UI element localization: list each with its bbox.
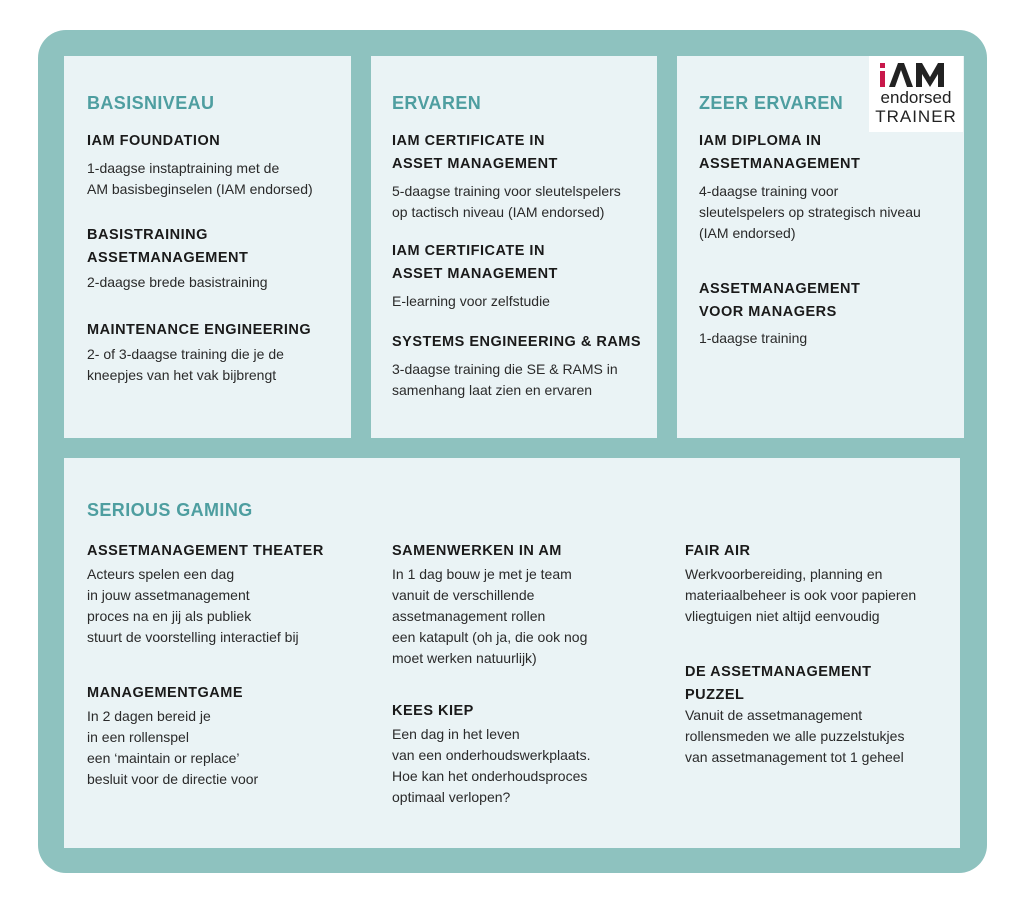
item-description: 1-daagse training bbox=[699, 330, 808, 346]
item-title: FAIR AIR bbox=[685, 543, 751, 559]
item-description: 5-daagse training voor sleutelspelers op tactisch niveau (IAM endorsed) bbox=[392, 183, 621, 220]
item-title: MAINTENANCE ENGINEERING bbox=[87, 322, 312, 338]
item-title: MANAGEMENTGAME bbox=[87, 685, 244, 701]
item-description: Acteurs spelen een dag in jouw assetmanagement proces na en jij als publiek stuurt de voorstelling interactief bij bbox=[87, 566, 299, 645]
iam-endorsed-trainer-logo bbox=[869, 56, 963, 132]
item-title: DE ASSETMANAGEMENT PUZZEL bbox=[685, 664, 872, 703]
item-description: 2- of 3-daagse training die je de kneepjes van het vak bijbrengt bbox=[87, 346, 284, 383]
item-description: In 1 dag bouw je met je team vanuit de verschillende assetmanagement rollen een katapult (oh ja, die ook nog moet werken natuurlijk) bbox=[392, 566, 588, 666]
heading-zeer-ervaren: ZEER ERVAREN bbox=[699, 93, 844, 113]
item-description: E-learning voor zelfstudie bbox=[392, 293, 550, 309]
item-description: In 2 dagen bereid je in een rollenspel een ‘maintain or replace’ besluit voor de directie voor bbox=[87, 708, 259, 787]
item-title: ASSETMANAGEMENT VOOR MANAGERS bbox=[699, 281, 861, 320]
item-title: BASISTRAINING ASSETMANAGEMENT bbox=[87, 227, 249, 266]
iam-logo-mark-icon bbox=[880, 62, 952, 88]
item-title: SAMENWERKEN IN AM bbox=[392, 543, 562, 559]
heading-serious-gaming: SERIOUS GAMING bbox=[87, 500, 253, 520]
item-description: Een dag in het leven van een onderhoudswerkplaats. Hoe kan het onderhoudsproces optimaal verlopen? bbox=[392, 726, 591, 805]
heading-ervaren: ERVAREN bbox=[392, 93, 482, 113]
item-description: Vanuit de assetmanagement rollensmeden we alle puzzelstukjes van assetmanagement tot 1 geheel bbox=[685, 707, 905, 765]
item-title: IAM FOUNDATION bbox=[87, 133, 221, 149]
item-description: 3-daagse training die SE & RAMS in samenhang laat zien en ervaren bbox=[392, 361, 618, 398]
item-title: KEES KIEP bbox=[392, 703, 474, 719]
heading-basisniveau: BASISNIVEAU bbox=[87, 93, 215, 113]
item-description: 4-daagse training voor sleutelspelers op strategisch niveau (IAM endorsed) bbox=[699, 183, 921, 241]
item-title: IAM CERTIFICATE IN ASSET MANAGEMENT bbox=[392, 243, 558, 282]
item-title: IAM CERTIFICATE IN ASSET MANAGEMENT bbox=[392, 133, 558, 172]
item-title: SYSTEMS ENGINEERING & RAMS bbox=[392, 334, 642, 350]
item-description: 1-daagse instaptraining met de AM basisbeginselen (IAM endorsed) bbox=[87, 160, 313, 197]
item-title: ASSETMANAGEMENT THEATER bbox=[87, 543, 324, 559]
logo-endorsed-text: endorsed bbox=[880, 88, 952, 107]
item-description: 2-daagse brede basistraining bbox=[87, 274, 268, 290]
logo-trainer-text: TRAINER bbox=[875, 107, 957, 126]
item-description: Werkvoorbereiding, planning en materiaalbeheer is ook voor papieren vliegtuigen niet altijd eenvoudig bbox=[685, 566, 917, 624]
item-title: IAM DIPLOMA IN ASSETMANAGEMENT bbox=[699, 133, 861, 172]
